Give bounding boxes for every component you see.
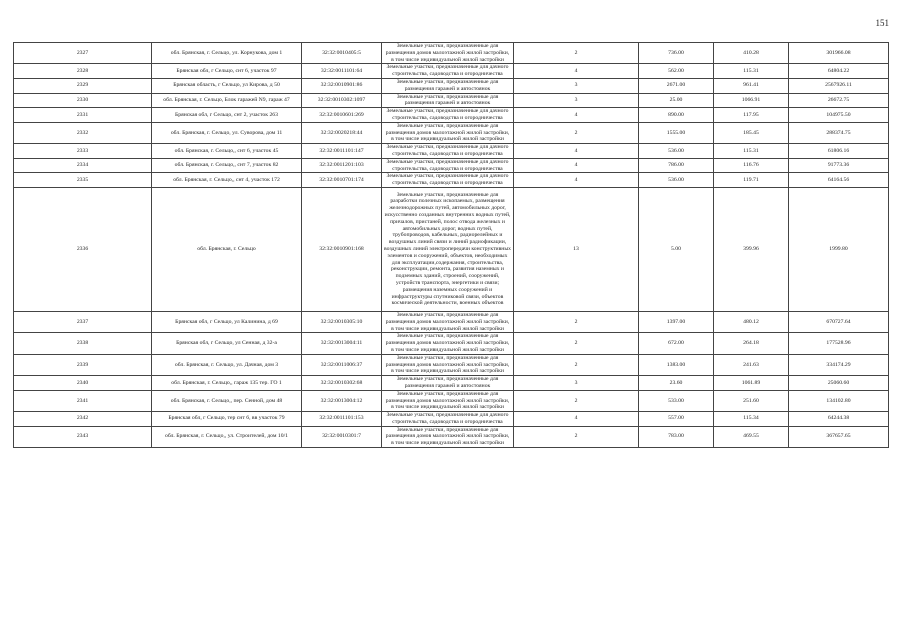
cadastral-value-cell: 104975.50 (789, 108, 889, 123)
specific-value-cell: 116.76 (714, 158, 789, 173)
specific-value-cell: 264.18 (714, 333, 789, 354)
area-cell: 25.00 (639, 93, 714, 108)
cadastral-value-cell: 367657.65 (789, 426, 889, 447)
cadastral-number-cell: 32:32:0010302:1097 (302, 93, 382, 108)
cadastral-number-cell: 32:32:0010302:68 (302, 376, 382, 391)
table-row (14, 64, 889, 79)
table-row (14, 333, 889, 354)
cadastral-number-cell: 32:32:0020218:44 (302, 122, 382, 143)
table-row (14, 108, 889, 123)
area-cell: 2671.00 (639, 78, 714, 93)
cadastral-number-cell: 32:32:0010405:5 (302, 43, 382, 64)
land-use-cell: Земельные участки, предназначенные для дачного строительства, садоводства и огородничества (382, 64, 514, 79)
table-row (14, 354, 889, 375)
land-use-cell: Земельные участки, предназначенные для размещения домов малоэтажной жилой застройки, в том числе индивидуальной жилой застройки (382, 426, 514, 447)
cadastral-value-cell: 334174.29 (789, 354, 889, 375)
area-cell: 1555.00 (639, 122, 714, 143)
group-cell: 4 (514, 108, 639, 123)
area-cell: 557.00 (639, 412, 714, 427)
table-row (14, 43, 889, 64)
cadastral-value-cell: 288374.75 (789, 122, 889, 143)
page-number: 151 (875, 18, 889, 28)
table-row (14, 78, 889, 93)
row-number: 2342 (14, 412, 152, 427)
row-number: 2340 (14, 376, 152, 391)
address-cell: обл. Брянская, г. Сельцо,, гараж 135 тер. ГО 1 (152, 376, 302, 391)
group-cell: 4 (514, 144, 639, 159)
address-cell: обл. Брянская, г. Сельцо,, снт 7, участок 82 (152, 158, 302, 173)
address-cell: Брянская обл, г Сельцо, ул Калинина, д 69 (152, 311, 302, 332)
row-number: 2341 (14, 390, 152, 411)
table-row (14, 173, 889, 188)
row-number: 2336 (14, 187, 152, 311)
row-number: 2338 (14, 333, 152, 354)
address-cell: обл. Брянская, г. Сельцо, ул. Дачная, дом 3 (152, 354, 302, 375)
area-cell: 536.00 (639, 144, 714, 159)
row-number: 2331 (14, 108, 152, 123)
cadastral-value-cell: 64164.56 (789, 173, 889, 188)
specific-value-cell: 469.55 (714, 426, 789, 447)
area-cell: 562.00 (639, 64, 714, 79)
row-number: 2332 (14, 122, 152, 143)
land-use-cell: Земельные участки, предназначенные для размещения гаражей и автостоянок (382, 93, 514, 108)
cadastral-value-table (13, 42, 889, 448)
group-cell: 4 (514, 64, 639, 79)
area-cell: 786.00 (639, 158, 714, 173)
specific-value-cell: 241.63 (714, 354, 789, 375)
specific-value-cell: 119.71 (714, 173, 789, 188)
address-cell: обл. Брянская, г. Сельцо (152, 187, 302, 311)
address-cell: Брянская обл, г Сельцо, ул Сенная, д 32-а (152, 333, 302, 354)
address-cell: обл. Брянская, г. Сельцо,, пер. Сенной, дом 48 (152, 390, 302, 411)
area-cell: 1383.00 (639, 354, 714, 375)
specific-value-cell: 115.31 (714, 64, 789, 79)
group-cell: 2 (514, 43, 639, 64)
cadastral-number-cell: 32:32:0013004:11 (302, 333, 382, 354)
specific-value-cell: 1061.89 (714, 376, 789, 391)
address-cell: Брянская обл, г Сельцо, тер снт 6, вв участок 79 (152, 412, 302, 427)
address-cell: обл. Брянская, г. Сельцо,, ул. Строителей, дом 10/1 (152, 426, 302, 447)
cadastral-value-cell: 26672.75 (789, 93, 889, 108)
land-use-cell: Земельные участки, предназначенные для размещения домов малоэтажной жилой застройки, в том числе индивидуальной жилой застройки (382, 122, 514, 143)
group-cell: 2 (514, 122, 639, 143)
land-use-cell: Земельные участки, предназначенные для размещения домов малоэтажной жилой застройки, в том числе индивидуальной жилой застройки (382, 354, 514, 375)
land-use-cell: Земельные участки, предназначенные для размещения домов малоэтажной жилой застройки, в том числе индивидуальной жилой застройки (382, 311, 514, 332)
address-cell: Брянская обл, г Сельцо, снт 6, участок 97 (152, 64, 302, 79)
cadastral-number-cell: 32:32:0011201:103 (302, 158, 382, 173)
cadastral-value-cell: 134102.80 (789, 390, 889, 411)
area-cell: 890.00 (639, 108, 714, 123)
row-number: 2333 (14, 144, 152, 159)
table-row (14, 144, 889, 159)
land-use-cell: Земельные участки, предназначенные для размещения гаражей и автостоянок (382, 376, 514, 391)
cadastral-number-cell: 32:32:0010301:7 (302, 426, 382, 447)
land-use-cell: Земельные участки, предназначенные для дачного строительства, садоводства и огородничества (382, 412, 514, 427)
specific-value-cell: 1066.91 (714, 93, 789, 108)
address-cell: обл. Брянская, г. Сельцо, Блок гаражей N9, гараж 47 (152, 93, 302, 108)
group-cell: 2 (514, 311, 639, 332)
group-cell: 2 (514, 354, 639, 375)
land-use-cell: Земельные участки, предназначенные для размещения домов малоэтажной жилой застройки, в том числе индивидуальной жилой застройки (382, 333, 514, 354)
row-number: 2328 (14, 64, 152, 79)
table-row (14, 93, 889, 108)
row-number: 2337 (14, 311, 152, 332)
group-cell: 3 (514, 78, 639, 93)
cadastral-value-cell: 1999.80 (789, 187, 889, 311)
table-row (14, 122, 889, 143)
row-number: 2329 (14, 78, 152, 93)
area-cell: 5.00 (639, 187, 714, 311)
specific-value-cell: 185.45 (714, 122, 789, 143)
cadastral-number-cell: 32:32:0010701:174 (302, 173, 382, 188)
cadastral-number-cell: 32:32:0011101:153 (302, 412, 382, 427)
specific-value-cell: 115.34 (714, 412, 789, 427)
cadastral-value-cell: 301966.08 (789, 43, 889, 64)
area-cell: 23.60 (639, 376, 714, 391)
row-number: 2339 (14, 354, 152, 375)
cadastral-number-cell: 32:32:0010305:10 (302, 311, 382, 332)
cadastral-value-cell: 670727.64 (789, 311, 889, 332)
address-cell: Брянская область, г Сельцо, ул Кирова, д 50 (152, 78, 302, 93)
cadastral-number-cell: 32:32:0013004:12 (302, 390, 382, 411)
group-cell: 3 (514, 376, 639, 391)
row-number: 2327 (14, 43, 152, 64)
cadastral-number-cell: 32:32:0011101:64 (302, 64, 382, 79)
table-row (14, 311, 889, 332)
specific-value-cell: 399.96 (714, 187, 789, 311)
area-cell: 1397.00 (639, 311, 714, 332)
land-use-cell: Земельные участки, предназначенные для размещения домов малоэтажной жилой застройки, в том числе индивидуальной жилой застройки (382, 390, 514, 411)
specific-value-cell: 117.95 (714, 108, 789, 123)
specific-value-cell: 480.12 (714, 311, 789, 332)
table-row (14, 158, 889, 173)
address-cell: обл. Брянская, г. Сельцо,, снт 4, участок 172 (152, 173, 302, 188)
land-use-cell: Земельные участки, предназначенные для дачного строительства, садоводства и огородничества (382, 144, 514, 159)
address-cell: обл. Брянская, г. Сельцо, ул. Корнукова, дом 1 (152, 43, 302, 64)
cadastral-number-cell: 32:32:0010601:269 (302, 108, 382, 123)
cadastral-value-cell: 64804.22 (789, 64, 889, 79)
address-cell: Брянская обл, г Сельцо, снт 2, участок 263 (152, 108, 302, 123)
group-cell: 2 (514, 426, 639, 447)
area-cell: 783.00 (639, 426, 714, 447)
table-row (14, 412, 889, 427)
group-cell: 2 (514, 333, 639, 354)
land-use-cell: Земельные участки, предназначенные для размещения гаражей и автостоянок (382, 78, 514, 93)
cadastral-value-cell: 61806.16 (789, 144, 889, 159)
area-cell: 672.00 (639, 333, 714, 354)
specific-value-cell: 251.60 (714, 390, 789, 411)
table-row (14, 187, 889, 311)
group-cell: 4 (514, 158, 639, 173)
cadastral-number-cell: 32:32:0010901:168 (302, 187, 382, 311)
table-row (14, 426, 889, 447)
cadastral-value-cell: 64244.38 (789, 412, 889, 427)
specific-value-cell: 961.41 (714, 78, 789, 93)
cadastral-value-cell: 25060.60 (789, 376, 889, 391)
land-use-cell: Земельные участки, предназначенные для дачного строительства, садоводства и огородничества (382, 173, 514, 188)
cadastral-number-cell: 32:32:0010901:86 (302, 78, 382, 93)
cadastral-value-cell: 91773.36 (789, 158, 889, 173)
row-number: 2330 (14, 93, 152, 108)
area-cell: 533.00 (639, 390, 714, 411)
cadastral-number-cell: 32:32:0011101:147 (302, 144, 382, 159)
group-cell: 4 (514, 412, 639, 427)
table-row (14, 376, 889, 391)
cadastral-number-cell: 32:32:0011006:37 (302, 354, 382, 375)
row-number: 2335 (14, 173, 152, 188)
group-cell: 3 (514, 93, 639, 108)
land-use-cell: Земельные участки, предназначенные для дачного строительства, садоводства и огородничества (382, 158, 514, 173)
land-use-cell: Земельные участки, предназначенные для разработки полезных ископаемых, размещения железнодорожных путей, автомобильных дорог, искусственно созданных внутренних водных путей, причалов, пристаней, полос отвода железных и автомобильных дорог, водных путей, трубопроводов, кабельных, радиорелейных и воздушных линий связи и линий радиофикации, воздушных линий электропередачи конструктивных элементов и сооружений, объектов, необходимых для эксплуатации,содержания, строительства, реконструкции, ремонта, развития наземных и подземных зданий, строений, сооружений, устройств транспорта, энергетики и связи; размещения наземных сооружений и инфраструктуры спутниковой связи, объектов космической деятельности, военных объектов (382, 187, 514, 311)
area-cell: 736.00 (639, 43, 714, 64)
group-cell: 2 (514, 390, 639, 411)
land-use-cell: Земельные участки, предназначенные для размещения домов малоэтажной жилой застройки, в том числе индивидуальной жилой застройки (382, 43, 514, 64)
specific-value-cell: 115.31 (714, 144, 789, 159)
area-cell: 536.00 (639, 173, 714, 188)
cadastral-value-cell: 177528.96 (789, 333, 889, 354)
group-cell: 4 (514, 173, 639, 188)
specific-value-cell: 410.28 (714, 43, 789, 64)
address-cell: обл. Брянская, г. Сельцо, ул. Суворова, дом 11 (152, 122, 302, 143)
land-use-cell: Земельные участки, предназначенные для дачного строительства, садоводства и огородничества (382, 108, 514, 123)
cadastral-value-cell: 2567926.11 (789, 78, 889, 93)
group-cell: 13 (514, 187, 639, 311)
row-number: 2334 (14, 158, 152, 173)
table-row (14, 390, 889, 411)
address-cell: обл. Брянская, г. Сельцо,, снт 6, участок 45 (152, 144, 302, 159)
row-number: 2343 (14, 426, 152, 447)
